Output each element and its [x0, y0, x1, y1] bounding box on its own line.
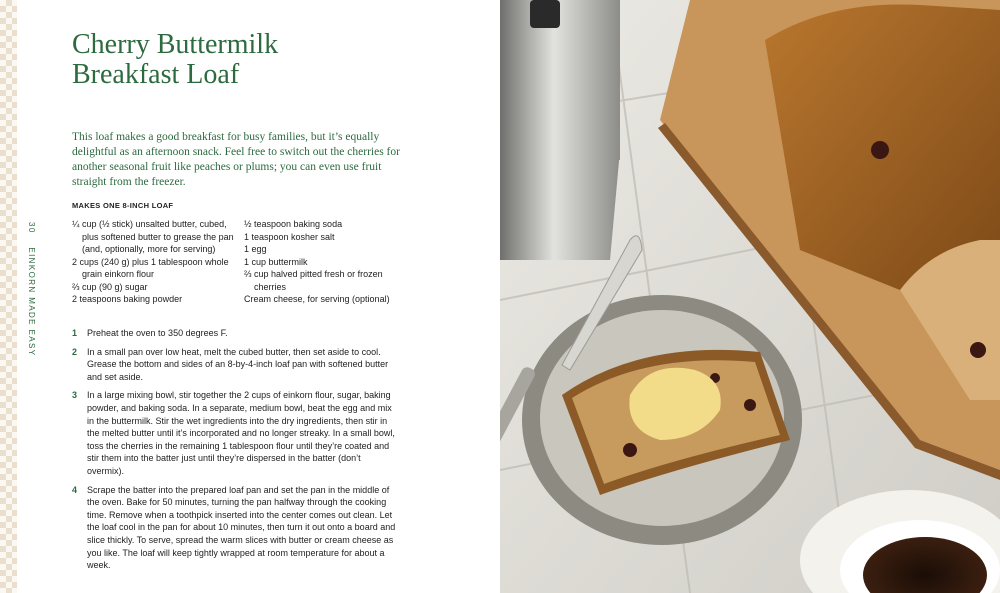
- recipe-intro: This loaf makes a good breakfast for busy families, but it’s equally delightful as an afternoon snack. Feel free to switch out the cherries for another seasonal fruit like peaches or plums; you can even use fruit straight from the freezer.: [72, 131, 400, 188]
- cherry-piece: [871, 141, 889, 159]
- ingredient-item: Cream cheese, for serving (optional): [244, 294, 390, 304]
- checkered-border: [0, 0, 17, 593]
- step-4: [72, 484, 400, 572]
- ingredient-item: ¼ cup (½ stick) unsalted butter, cubed, plus softened butter to grease the pan (and, optionally, more for serving): [72, 219, 234, 254]
- book-title: EINKORN MADE EASY: [27, 247, 36, 357]
- ingredients-left-column: [72, 218, 242, 306]
- step-1: [72, 327, 400, 340]
- step-2: [72, 346, 400, 384]
- ingredient-item: 1 cup buttermilk: [244, 256, 308, 267]
- ingredients-right-column: [244, 218, 404, 306]
- food-photo: [500, 0, 1000, 593]
- ingredient-item: ½ teaspoon baking soda: [244, 219, 343, 229]
- page-number: 30: [27, 222, 36, 234]
- cherry-piece: [744, 399, 756, 411]
- recipe-yield: MAKES ONE 8-INCH LOAF: [72, 201, 174, 210]
- step-text: In a small pan over low heat, melt the cubed butter, then set aside to cool. Grease the bottom and sides of an 8-by-4-inch loaf pan with softened butter and set aside.: [87, 346, 389, 382]
- food-photo-illustration: [500, 0, 1000, 593]
- cherry-piece: [970, 342, 986, 358]
- ingredient-item: ⅔ cup (90 g) sugar: [72, 281, 148, 292]
- step-text: Scrape the batter into the prepared loaf pan and set the pan in the middle of the oven. Bake for 50 minutes, turning the pan halfway through the cooking time. Remove when a toothpick inserted into the center comes out clean. Let the loaf cool in the pan for about 10 minutes, then turn it out onto a board and slice thickly. To serve, spread the warm slices with butter or cream cheese as you like. The loaf will keep tightly wrapped at room temperature for about a week.: [87, 484, 396, 571]
- ingredient-item: ⅔ cup halved pitted fresh or frozen cherries: [244, 269, 383, 292]
- step-text: Preheat the oven to 350 degrees F.: [87, 328, 228, 338]
- method-steps: [72, 327, 400, 578]
- ingredient-item: 1 teaspoon kosher salt: [244, 231, 335, 242]
- step-3: [72, 389, 400, 477]
- ingredient-item: 2 teaspoons baking powder: [72, 294, 183, 304]
- moka-pot-base: [500, 150, 620, 260]
- cherry-piece: [623, 443, 637, 457]
- step-number: 1: [72, 328, 78, 338]
- moka-pot-knob: [530, 0, 560, 28]
- step-text: In a large mixing bowl, stir together the 2 cups of einkorn flour, sugar, baking powder, and baking soda. In a separate, medium bowl, beat the egg and mix in the buttermilk. Stir the wet ingredients into the dry ingredients, then stir in the melted butter until it’s incorporated and no longer streaky. In a small bowl, toss the cherries in the remaining 1 tablespoon flour until they’re coated and stir them into the batter just until they’re dispersed in the batter (don’t overmix).: [87, 390, 395, 476]
- recipe-title: Cherry Buttermilk Breakfast Loaf: [72, 29, 279, 90]
- ingredient-item: 2 cups (240 g) plus 1 tablespoon whole grain einkorn flour: [72, 256, 229, 279]
- step-number: 3: [72, 390, 78, 401]
- step-number: 4: [72, 484, 78, 495]
- running-head: [27, 222, 36, 366]
- ingredient-item: 1 egg: [244, 244, 267, 254]
- step-number: 2: [72, 346, 78, 357]
